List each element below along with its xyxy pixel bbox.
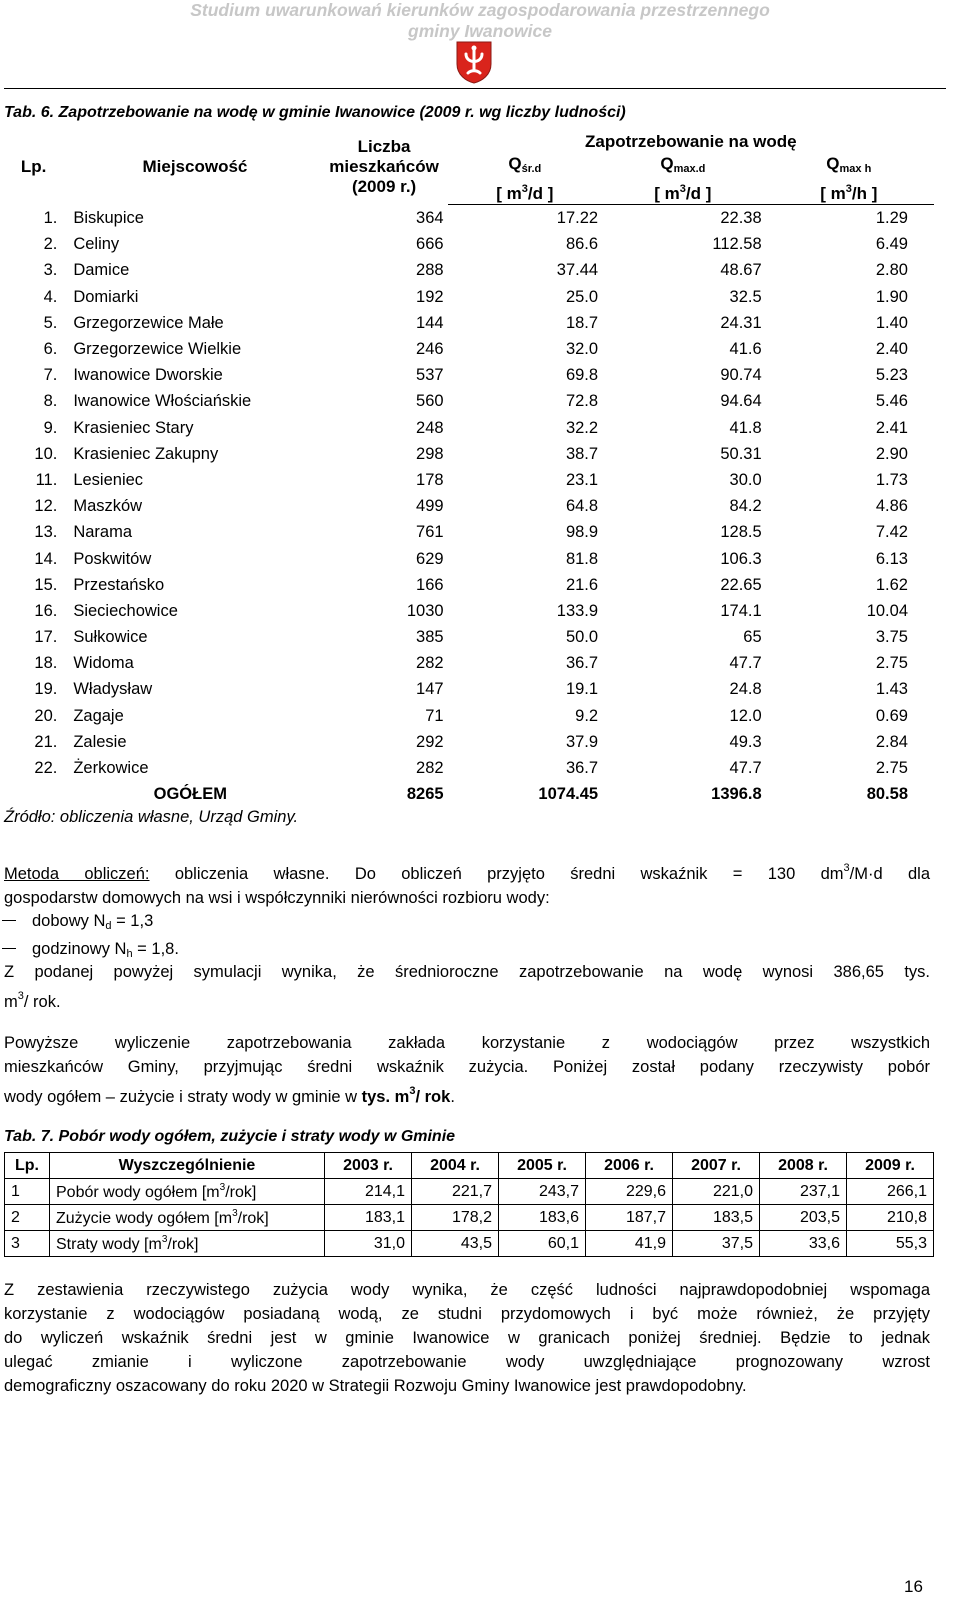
column-header: 2005 r.	[499, 1153, 586, 1179]
row-q-maxd: 49.3	[729, 732, 762, 751]
row-q-sr: 25.0	[565, 287, 599, 306]
row-value: 243,7	[499, 1179, 586, 1205]
row-lp: 6.	[43, 340, 58, 359]
row-population: 629	[416, 549, 444, 568]
row-q-sr: 69.8	[565, 366, 599, 385]
row-q-maxh: 2.80	[875, 261, 908, 280]
row-q-maxh: 0.69	[875, 706, 908, 725]
row-q-maxh: 3.75	[875, 628, 908, 647]
row-locality: Biskupice	[73, 208, 144, 227]
row-lp: 22.	[34, 759, 58, 778]
row-lp: 3	[5, 1231, 50, 1257]
conclusion-line1: Z zestawienia rzeczywistego zużycia wody wynika, że część ludności najprawdopodobniej wspomaga	[4, 1281, 930, 1299]
row-q-maxd: 112.58	[712, 235, 762, 254]
col-header-lp: Lp.	[20, 157, 47, 177]
col-header-zapotrzebowanie: Zapotrzebowanie na wodę	[584, 132, 797, 151]
table-row	[4, 755, 934, 781]
row-q-maxd: 12.0	[729, 706, 762, 725]
row-q-maxh: 1.62	[875, 575, 908, 594]
q-maxh-unit-sup: 3	[845, 183, 852, 195]
row-lp: 20.	[34, 706, 58, 725]
row-population: 192	[416, 287, 444, 306]
row-lp: 19.	[34, 680, 58, 699]
result-paragraph	[4, 960, 930, 1014]
bullet-daily-sub: d	[105, 920, 112, 932]
column-header: 2008 r.	[760, 1153, 847, 1179]
col-header-liczba	[321, 130, 448, 205]
row-q-maxd: 22.38	[720, 209, 762, 228]
row-q-maxh: 1.90	[875, 287, 908, 306]
result-line2	[4, 984, 930, 1014]
row-locality: Krasieniec Stary	[73, 418, 194, 437]
usage-line2: mieszkańców Gminy, przyjmując średni wskaźnik zużycia. Poniżej został podany rzeczywisty pobór	[4, 1058, 930, 1076]
row-q-sr: 23.1	[565, 470, 599, 489]
row-q-maxh: 5.46	[875, 392, 908, 411]
row-lp: 2.	[43, 235, 58, 254]
row-lp: 13.	[34, 523, 58, 542]
row-value: 55,3	[847, 1231, 934, 1257]
row-population: 364	[416, 208, 444, 227]
row-population: 248	[416, 418, 444, 437]
row-lp: 17.	[34, 628, 58, 647]
q-maxd-unit-sup: 3	[679, 183, 686, 195]
row-q-sr: 38.7	[565, 444, 599, 463]
table-row	[4, 362, 934, 388]
q-sr-sub: śr.d	[521, 163, 542, 175]
row-description	[50, 1179, 325, 1205]
header-title-line2: gminy Iwanowice	[408, 21, 552, 41]
conclusion-line2: korzystanie z wodociągów posiadaną wodą, ze studni przydomowych i być może również, że przyjęty	[4, 1305, 930, 1323]
row-description-a: Zużycie wody ogółem [m	[56, 1209, 233, 1227]
col-header-liczba-l1: Liczba	[357, 137, 411, 157]
row-population: 246	[416, 340, 444, 359]
conclusion-line4: ulegać zmianie i wyliczone zapotrzebowanie wody uwzględniające prognozowany wzrost	[4, 1353, 930, 1371]
row-population: 1030	[406, 601, 444, 620]
table-row	[4, 519, 934, 545]
table-row	[4, 545, 934, 571]
row-population: 666	[416, 235, 444, 254]
row-q-maxd: 106.3	[720, 549, 762, 568]
col-header-q-maxh	[764, 154, 934, 205]
table-row	[4, 257, 934, 283]
row-population: 166	[416, 575, 444, 594]
row-lp: 14.	[34, 549, 58, 568]
row-locality: Władysław	[73, 680, 153, 699]
bullet-daily	[32, 909, 153, 938]
row-q-sr: 37.9	[565, 732, 599, 751]
water-demand-table	[4, 130, 934, 807]
row-population: 537	[416, 366, 444, 385]
row-q-maxh: 7.42	[875, 523, 908, 542]
row-locality: Narama	[73, 523, 133, 542]
row-lp: 21.	[34, 732, 58, 751]
q-sr-unit-a: [ m	[496, 184, 522, 203]
q-maxh-sub: max h	[839, 163, 872, 175]
row-value: 187,7	[586, 1205, 673, 1231]
coat-of-arms-icon	[455, 40, 493, 84]
row-q-sr: 36.7	[565, 759, 599, 778]
q-sr-symbol: Q	[508, 154, 522, 173]
row-locality: Grzegorzewice Małe	[73, 313, 224, 332]
row-q-maxd: 24.8	[729, 680, 762, 699]
row-q-sr: 17.22	[556, 209, 599, 228]
table-row	[4, 729, 934, 755]
row-value: 178,2	[412, 1205, 499, 1231]
table-row	[5, 1231, 934, 1257]
table-row	[4, 493, 934, 519]
row-locality: Iwanowice Włościańskie	[73, 392, 252, 411]
column-header: 2007 r.	[673, 1153, 760, 1179]
row-q-maxh: 1.40	[875, 313, 908, 332]
row-locality: Przestańsko	[73, 575, 165, 594]
q-sr-unit-sup: 3	[521, 183, 528, 195]
row-description-a: Pobór wody ogółem [m	[56, 1183, 220, 1201]
row-population: 71	[425, 706, 444, 725]
table-header-row	[5, 1153, 934, 1179]
row-q-sr: 81.8	[565, 549, 599, 568]
row-lp: 4.	[43, 287, 58, 306]
row-lp: 1	[5, 1179, 50, 1205]
row-q-maxh: 2.84	[875, 732, 908, 751]
row-locality: Sułkowice	[73, 628, 148, 647]
row-lp: 18.	[34, 654, 58, 673]
row-lp: 16.	[34, 601, 58, 620]
row-population: 178	[416, 470, 444, 489]
row-value: 33,6	[760, 1231, 847, 1257]
row-description-sup: 3	[232, 1207, 238, 1219]
result-unit-a: m	[4, 993, 18, 1011]
column-header: 2003 r.	[325, 1153, 412, 1179]
table-row	[4, 388, 934, 414]
row-q-maxh: 1.29	[875, 209, 908, 228]
row-q-sr: 19.1	[565, 680, 599, 699]
row-q-sr: 50.0	[565, 628, 599, 647]
table-row	[4, 467, 934, 493]
row-value: 214,1	[325, 1179, 412, 1205]
row-locality: Lesieniec	[73, 470, 144, 489]
column-header: 2006 r.	[586, 1153, 673, 1179]
row-locality: Damice	[73, 261, 130, 280]
row-q-maxh: 6.13	[875, 549, 908, 568]
row-value: 266,1	[847, 1179, 934, 1205]
row-population: 292	[416, 732, 444, 751]
col-header-miejscowosc: Miejscowość	[142, 157, 248, 177]
q-maxh-unit-b: /h ]	[851, 184, 878, 203]
row-locality: Krasieniec Zakupny	[73, 444, 219, 463]
row-q-maxd: 48.67	[720, 261, 762, 280]
row-q-sr: 18.7	[565, 313, 599, 332]
total-q-sr: 1074.45	[538, 785, 599, 804]
row-q-sr: 98.9	[565, 523, 599, 542]
table-row	[4, 231, 934, 257]
method-sup: 3	[843, 862, 850, 874]
row-description	[50, 1231, 325, 1257]
row-q-maxd: 84.2	[729, 497, 762, 516]
column-header: Lp.	[5, 1153, 50, 1179]
row-population: 560	[416, 392, 444, 411]
row-q-maxh: 1.43	[875, 680, 908, 699]
header-title-line1: Studium uwarunkowań kierunków zagospodarowania przestrzennego	[190, 0, 770, 20]
row-locality: Grzegorzewice Wielkie	[73, 340, 242, 359]
usage-line3-a: wody ogółem – zużycie i straty wody w gminie w	[4, 1088, 362, 1106]
row-population: 385	[416, 628, 444, 647]
q-maxd-unit-a: [ m	[654, 184, 680, 203]
water-usage-table	[4, 1152, 934, 1257]
table-row	[4, 205, 934, 232]
column-header: 2009 r.	[847, 1153, 934, 1179]
row-lp: 7.	[43, 366, 58, 385]
q-maxd-symbol: Q	[660, 154, 674, 173]
row-locality: Maszków	[73, 497, 143, 516]
result-line1: Z podanej powyżej symulacji wynika, że średnioroczne zapotrzebowanie na wodę wynosi 386,65 tys.	[4, 963, 930, 981]
q-sr-unit-b: /d ]	[527, 184, 554, 203]
row-population: 761	[416, 523, 444, 542]
row-description-sup: 3	[161, 1233, 168, 1245]
row-q-maxh: 2.40	[875, 340, 908, 359]
row-q-maxd: 22.65	[720, 575, 762, 594]
row-population: 298	[416, 444, 444, 463]
row-value: 221,0	[673, 1179, 760, 1205]
table-total-row	[4, 781, 934, 807]
result-sup: 3	[17, 990, 24, 1002]
row-value: 41,9	[586, 1231, 673, 1257]
row-lp: 2	[5, 1205, 50, 1231]
row-q-sr: 32.2	[565, 418, 599, 437]
row-q-sr: 133.9	[556, 601, 599, 620]
row-q-sr: 32.0	[565, 340, 599, 359]
table-row	[4, 284, 934, 310]
column-header: 2004 r.	[412, 1153, 499, 1179]
row-q-maxh: 2.41	[875, 418, 908, 437]
water-demand-table-body	[4, 205, 934, 782]
table6-source: Źródło: obliczenia własne, Urząd Gminy.	[4, 808, 299, 826]
table-row	[4, 336, 934, 362]
method-label: Metoda obliczeń:	[4, 865, 150, 883]
method-paragraph	[4, 856, 930, 910]
row-lp: 3.	[43, 261, 58, 280]
method-line2: gospodarstw domowych na wsi i współczynniki nierówności rozbioru wody:	[4, 889, 550, 907]
row-value: 229,6	[586, 1179, 673, 1205]
usage-unit-a: tys. m	[361, 1088, 410, 1106]
dash-icon	[2, 920, 16, 921]
row-description-b: /rok]	[225, 1183, 257, 1201]
row-locality: Iwanowice Dworskie	[73, 366, 223, 385]
row-value: 183,1	[325, 1205, 412, 1231]
conclusion-line3: do wyliczeń wskaźnik średni jest w gminie Iwanowice w granicach poniżej średniej. Będzie to jednak	[4, 1329, 930, 1347]
method-line1	[4, 856, 930, 886]
row-lp: 10.	[34, 444, 58, 463]
usage-line1: Powyższe wyliczenie zapotrzebowania zakłada korzystanie z wodociągów przez wszystkich	[4, 1034, 930, 1052]
table-row	[5, 1205, 934, 1231]
method-text-b: /M·d dla	[849, 865, 930, 883]
table7-caption: Tab. 7. Pobór wody ogółem, zużycie i straty wody w Gminie	[4, 1128, 456, 1145]
col-header-q-sr	[448, 154, 603, 205]
row-q-sr: 37.44	[556, 261, 599, 280]
row-q-maxd: 32.5	[729, 287, 762, 306]
row-lp: 15.	[34, 575, 58, 594]
conclusion-paragraph	[4, 1278, 930, 1398]
row-q-sr: 9.2	[575, 706, 599, 725]
table-row	[4, 572, 934, 598]
row-locality: Poskwitów	[73, 549, 152, 568]
row-q-maxd: 47.7	[729, 654, 762, 673]
total-population: 8265	[406, 785, 444, 804]
page-header	[0, 0, 960, 42]
q-maxh-unit-a: [ m	[820, 184, 846, 203]
row-q-maxd: 65	[743, 628, 762, 647]
row-lp: 11.	[35, 470, 58, 489]
row-value: 43,5	[412, 1231, 499, 1257]
q-maxh-symbol: Q	[826, 154, 840, 173]
table-row	[4, 703, 934, 729]
row-q-maxd: 30.0	[729, 470, 762, 489]
row-locality: Żerkowice	[73, 759, 149, 778]
row-locality: Widoma	[73, 654, 134, 673]
row-q-maxh: 10.04	[866, 601, 908, 620]
row-value: 221,7	[412, 1179, 499, 1205]
total-q-maxd: 1396.8	[711, 785, 762, 804]
conclusion-line5: demograficzny oszacowany do roku 2020 w Strategii Rozwoju Gminy Iwanowice jest prawdopodobny.	[4, 1377, 747, 1395]
bullet-daily-a: dobowy N	[32, 912, 106, 930]
row-q-maxh: 6.49	[875, 235, 908, 254]
row-description-sup: 3	[219, 1181, 226, 1193]
col-header-liczba-l2: mieszkańców	[329, 157, 439, 177]
row-q-maxh: 1.73	[875, 470, 908, 489]
row-q-maxd: 94.64	[720, 392, 762, 411]
table-row	[4, 598, 934, 624]
usage-unit-sup: 3	[409, 1085, 416, 1097]
row-q-maxd: 41.6	[729, 340, 762, 359]
table-row	[4, 624, 934, 650]
row-value: 237,1	[760, 1179, 847, 1205]
row-value: 183,5	[673, 1205, 760, 1231]
row-value: 203,5	[760, 1205, 847, 1231]
bullet-hourly-a: godzinowy N	[32, 940, 127, 958]
row-q-maxd: 24.31	[720, 313, 762, 332]
col-header-q-maxd	[602, 154, 764, 205]
result-unit-b: / rok.	[23, 993, 61, 1011]
table-row	[5, 1179, 934, 1205]
row-q-maxh: 2.90	[875, 444, 908, 463]
dash-icon	[2, 948, 16, 949]
row-q-sr: 86.6	[565, 235, 599, 254]
table-row	[4, 650, 934, 676]
bullet-hourly-b: = 1,8.	[132, 940, 179, 958]
row-population: 282	[416, 759, 444, 778]
row-q-maxh: 2.75	[875, 759, 908, 778]
table-row	[4, 415, 934, 441]
row-lp: 5.	[43, 313, 58, 332]
row-q-maxd: 41.8	[729, 418, 762, 437]
row-q-maxd: 174.1	[720, 601, 762, 620]
row-value: 60,1	[499, 1231, 586, 1257]
page-number: 16	[904, 1577, 923, 1596]
row-q-maxd: 90.74	[720, 366, 762, 385]
row-value: 31,0	[325, 1231, 412, 1257]
row-locality: Domiarki	[73, 287, 139, 306]
row-q-sr: 21.6	[565, 575, 599, 594]
col-header-liczba-l3: (2009 r.)	[351, 177, 417, 197]
table-row	[4, 676, 934, 702]
total-q-maxh: 80.58	[866, 785, 908, 804]
row-lp: 1.	[43, 208, 58, 227]
row-q-maxd: 50.31	[720, 444, 762, 463]
row-population: 499	[416, 497, 444, 516]
bullet-daily-b: = 1,3	[111, 912, 154, 930]
row-value: 183,6	[499, 1205, 586, 1231]
total-label: OGÓŁEM	[153, 785, 227, 804]
table6-caption: Tab. 6. Zapotrzebowanie na wodę w gminie Iwanowice (2009 r. wg liczby ludności)	[4, 104, 626, 121]
row-lp: 8.	[43, 392, 58, 411]
row-population: 288	[416, 261, 444, 280]
row-q-sr: 72.8	[565, 392, 599, 411]
row-q-maxd: 47.7	[729, 759, 762, 778]
column-header: Wyszczególnienie	[50, 1153, 325, 1179]
bullet-hourly-sub: h	[126, 948, 133, 960]
usage-unit-b: / rok	[415, 1088, 451, 1106]
row-lp: 9.	[43, 418, 58, 437]
usage-line3	[4, 1079, 930, 1109]
row-locality: Zalesie	[73, 732, 127, 751]
row-locality: Zagaje	[73, 706, 124, 725]
row-description-b: /rok]	[237, 1209, 269, 1227]
row-description-a: Straty wody [m	[56, 1235, 162, 1253]
row-locality: Celiny	[73, 235, 120, 254]
table-row	[4, 441, 934, 467]
row-description	[50, 1205, 325, 1231]
row-q-maxh: 2.75	[875, 654, 908, 673]
usage-line3-end: .	[450, 1088, 455, 1106]
q-maxd-sub: max.d	[673, 163, 706, 175]
q-maxd-unit-b: /d ]	[685, 184, 712, 203]
row-lp: 12.	[34, 497, 58, 516]
row-q-sr: 36.7	[565, 654, 599, 673]
usage-paragraph	[4, 1031, 930, 1109]
method-text-a: obliczenia własne. Do obliczeń przyjęto średni wskaźnik = 130 dm	[149, 865, 844, 883]
row-population: 144	[416, 313, 444, 332]
row-value: 210,8	[847, 1205, 934, 1231]
header-divider	[4, 88, 946, 89]
table-row	[4, 310, 934, 336]
row-locality: Sieciechowice	[73, 601, 178, 620]
row-q-maxh: 5.23	[875, 366, 908, 385]
row-population: 147	[416, 680, 444, 699]
row-q-maxd: 128.5	[720, 523, 762, 542]
row-q-sr: 64.8	[565, 497, 599, 516]
row-description-b: /rok]	[167, 1235, 199, 1253]
row-value: 37,5	[673, 1231, 760, 1257]
row-population: 282	[416, 654, 444, 673]
row-q-maxh: 4.86	[875, 497, 908, 516]
